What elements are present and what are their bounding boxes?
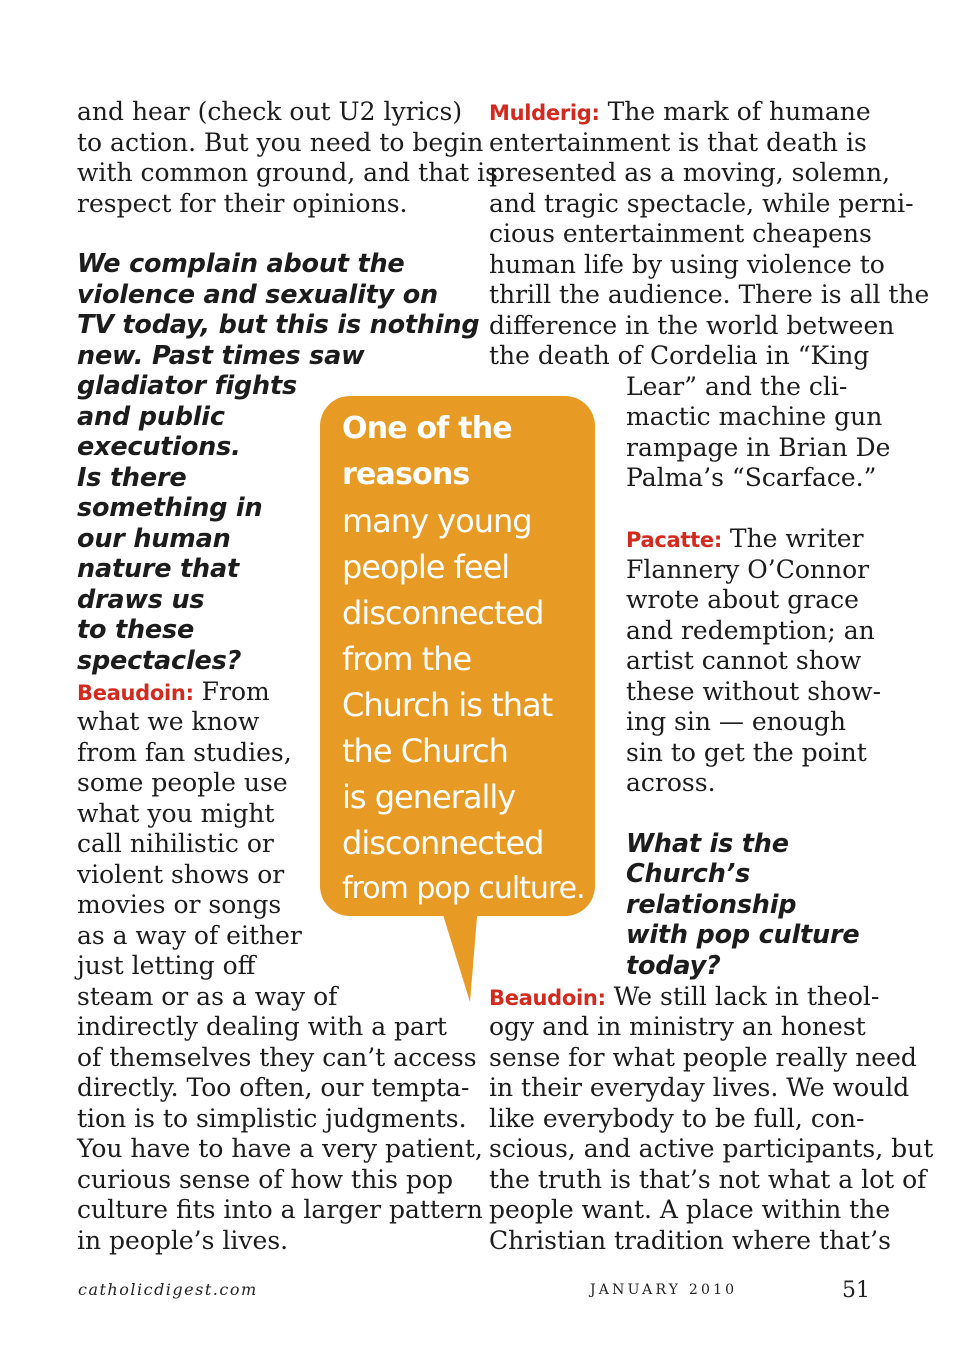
text-line: sin to get the point — [626, 738, 867, 767]
question-line: relationship — [626, 890, 797, 920]
text-line: difference in the world between — [489, 311, 895, 340]
speaker-label: Beaudoin: — [77, 681, 194, 705]
text-line: and redemption; an — [626, 616, 875, 645]
question-line: violence and sexuality on — [77, 280, 438, 310]
text-line: some people use — [77, 768, 288, 797]
question-line: executions. — [77, 432, 241, 462]
question-line: nature that — [77, 554, 239, 584]
text-line: call nihilistic or — [77, 829, 274, 858]
text-line: thrill the audience. There is all the — [489, 280, 930, 309]
pull-quote-line: disconnected — [342, 594, 544, 632]
text-line: the truth is that’s not what a lot of — [489, 1165, 927, 1194]
question-line: TV today, but this is nothing — [77, 310, 480, 340]
speaker-label: Mulderig: — [489, 101, 600, 125]
question-line: today? — [626, 951, 721, 981]
answer-text: We still lack in theol- — [613, 982, 880, 1011]
answer-text: From — [201, 677, 270, 706]
pull-quote-bold-line: One of the — [342, 411, 512, 446]
text-line: artist cannot show — [626, 646, 862, 675]
pull-quote-line: Church is that — [342, 686, 553, 724]
question-line: something in — [77, 493, 263, 523]
text-line: Palma’s “Scarface.” — [626, 463, 877, 492]
footer-issue: JANUARY 2010 — [590, 1282, 738, 1298]
text-line: from fan studies, — [77, 738, 292, 767]
text-line: directly. Too often, our tempta- — [77, 1073, 470, 1102]
text-line: like everybody to be full, con- — [489, 1104, 865, 1133]
text-line: as a way of either — [77, 921, 302, 950]
text-line: mactic machine gun — [626, 402, 883, 431]
text-line: scious, and active participants, but — [489, 1134, 934, 1163]
text-line: respect for their opinions. — [77, 189, 408, 218]
pull-quote-line: disconnected — [342, 824, 544, 862]
pull-quote-line: is generally — [342, 778, 516, 816]
answer-text: The writer — [729, 524, 864, 553]
question-line: We complain about the — [77, 249, 405, 279]
answer-text: The mark of humane — [607, 97, 871, 126]
question-line: gladiator fights — [77, 371, 297, 401]
pull-quote-bold-line: reasons — [342, 457, 470, 492]
answer-first-line — [489, 97, 871, 127]
text-line: Flannery O’Connor — [626, 555, 870, 584]
text-line: entertainment is that death is — [489, 128, 867, 157]
text-line: what you might — [77, 799, 275, 828]
question-line: with pop culture — [626, 920, 860, 950]
pull-quote-line: many young — [342, 502, 532, 540]
text-line: movies or songs — [77, 890, 282, 919]
text-line: sense for what people really need — [489, 1043, 917, 1072]
question-line: Church’s — [626, 859, 751, 889]
speaker-label: Pacatte: — [626, 528, 722, 552]
answer-first-line — [626, 524, 864, 554]
question-line: What is the — [626, 829, 789, 859]
text-line: what we know — [77, 707, 260, 736]
text-line: of themselves they can’t access — [77, 1043, 477, 1072]
text-line: wrote about grace — [626, 585, 859, 614]
text-line: the death of Cordelia in “King — [489, 341, 870, 370]
text-line: cious entertainment cheapens — [489, 219, 872, 248]
text-line: Christian tradition where that’s — [489, 1226, 891, 1255]
text-line: tion is to simplistic judgments. — [77, 1104, 467, 1133]
text-line: human life by using violence to — [489, 250, 885, 279]
speaker-label: Beaudoin: — [489, 986, 606, 1010]
text-line: rampage in Brian De — [626, 433, 891, 462]
pull-quote-line: the Church — [342, 732, 508, 770]
pull-quote-line: from the — [342, 640, 472, 678]
text-line: to action. But you need to begin — [77, 128, 484, 157]
text-line: in their everyday lives. We would — [489, 1073, 910, 1102]
text-line: ogy and in ministry an honest — [489, 1012, 866, 1041]
pull-quote-line: from pop culture. — [342, 871, 585, 906]
text-line: and hear (check out U2 lyrics) — [77, 97, 463, 126]
text-line: people want. A place within the — [489, 1195, 891, 1224]
question-line: Is there — [77, 463, 187, 493]
text-line: and tragic spectacle, while perni- — [489, 189, 914, 218]
answer-first-line — [489, 982, 879, 1012]
question-line: new. Past times saw — [77, 341, 365, 371]
question-line: our human — [77, 524, 231, 554]
text-line: these without show- — [626, 677, 882, 706]
text-line: indirectly dealing with a part — [77, 1012, 447, 1041]
question-line: to these — [77, 615, 195, 645]
text-line: in people’s lives. — [77, 1226, 289, 1255]
text-line: Lear” and the cli- — [626, 372, 848, 401]
pull-quote-bubble — [320, 396, 595, 916]
text-line: ing sin — enough — [626, 707, 847, 736]
text-line: violent shows or — [77, 860, 285, 889]
question-line: draws us — [77, 585, 205, 615]
page-number: 51 — [842, 1278, 870, 1303]
text-line: presented as a moving, solemn, — [489, 158, 891, 187]
text-line: steam or as a way of — [77, 982, 338, 1011]
text-line: You have to have a very patient, — [77, 1134, 483, 1163]
text-line: with common ground, and that is — [77, 158, 498, 187]
pull-quote-line: people feel — [342, 548, 510, 586]
question-line: and public — [77, 402, 225, 432]
text-line: just letting off — [77, 951, 256, 980]
question-line: spectacles? — [77, 646, 242, 676]
text-line: culture fits into a larger pattern — [77, 1195, 483, 1224]
text-line: curious sense of how this pop — [77, 1165, 454, 1194]
footer-site: catholicdigest.com — [78, 1280, 258, 1299]
text-line: across. — [626, 768, 716, 797]
